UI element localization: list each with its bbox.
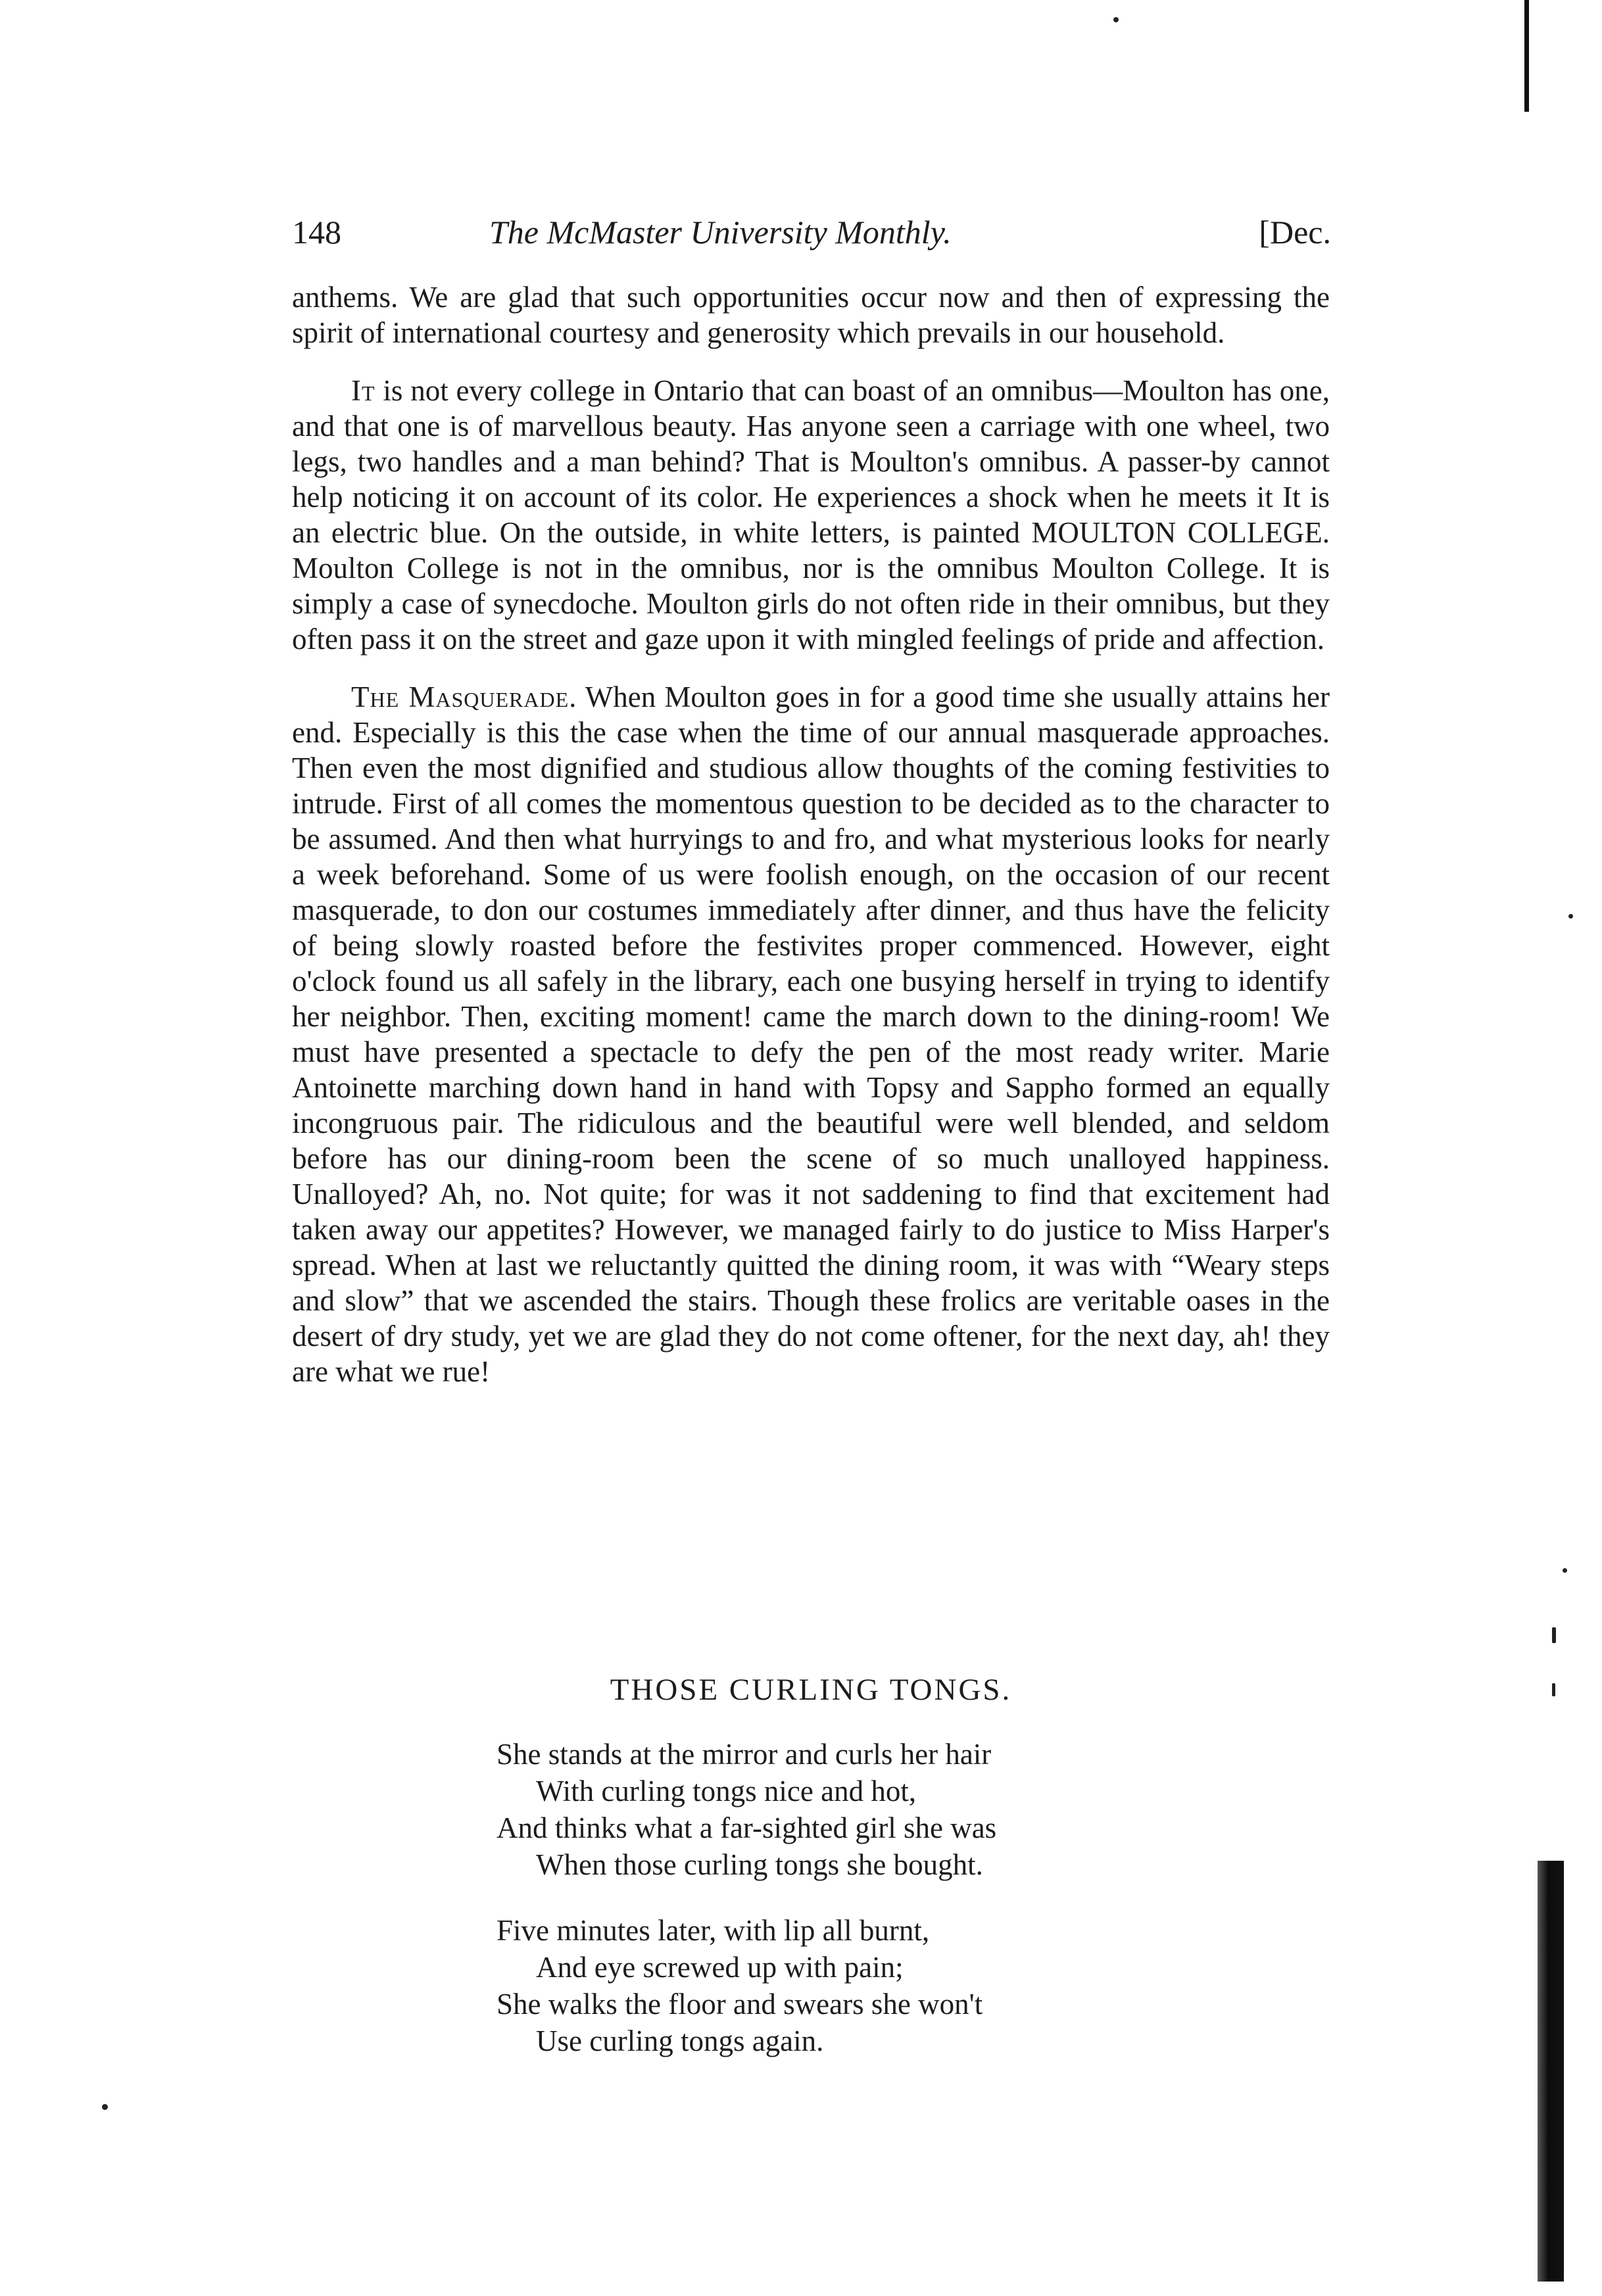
paragraph-lead: The Masquerade. bbox=[351, 681, 577, 713]
header-month: [Dec. bbox=[1259, 214, 1331, 251]
poem-line: When those curling tongs she bought. bbox=[536, 1848, 983, 1881]
scan-speck bbox=[102, 2104, 108, 2110]
scan-speck bbox=[1552, 1627, 1556, 1643]
poem-line: And thinks what a far-sighted girl she was bbox=[497, 1811, 997, 1844]
running-header bbox=[292, 209, 1331, 255]
running-title: The McMaster University Monthly. bbox=[489, 214, 952, 251]
scan-edge-shadow-right bbox=[1538, 1861, 1564, 2282]
paragraph-lead: It bbox=[351, 374, 376, 407]
paragraph-masquerade bbox=[292, 679, 1330, 1389]
scan-edge-mark-top bbox=[1524, 0, 1529, 112]
paragraph-omnibus bbox=[292, 373, 1330, 657]
poem-stanza bbox=[497, 1736, 1220, 1883]
poem-line: She stands at the mirror and curls her hair bbox=[497, 1738, 992, 1771]
poem bbox=[497, 1736, 1220, 2088]
poem-line: She walks the floor and swears she won't bbox=[497, 1988, 983, 2021]
page-number: 148 bbox=[292, 214, 341, 251]
paragraph-anthems bbox=[292, 279, 1330, 350]
poem-line: Five minutes later, with lip all burnt, bbox=[497, 1914, 930, 1947]
scan-speck bbox=[1568, 914, 1573, 919]
poem-line: With curling tongs nice and hot, bbox=[536, 1775, 917, 1807]
scan-speck bbox=[1563, 1568, 1567, 1573]
paragraph-text: When Moulton goes in for a good time she usually attains her end. Especially is this the case when the time of our annual masquerade approaches. Then even the most dignified and studious allow thoughts of the coming festivities to intrude. First of all comes the momentous question to be decided as to the character to be assumed. And then what hurryings to and fro, and what mysterious looks for nearly a week beforehand. Some of us were foolish enough, on the occasion of our recent masquerade, to don our costumes immediately after dinner, and thus have the felicity of being slowly roasted before the festivites proper commenced. However, eight o'clock found us all safely in the library, each one busying herself in trying to identify her neighbor. Then, exciting moment! came the march down to the dining-room! We must have presented a spectacle to defy the pen of the most ready writer. Marie Antoinette marching down hand in hand with Topsy and Sappho formed an equally incongruous pair. The ridiculous and the beautiful were well blended, and seldom before has our dining-room been the scene of so much unalloyed happiness. Unalloyed? Ah, no. Not quite; for was it not saddening to find that excitement had taken away our appetites? However, we managed fairly to do justice to Miss Harper's spread. When at last we reluctantly quitted the dining room, it was with “Weary steps and slow” that we ascended the stairs. Though these frolics are veritable oases in the desert of dry study, yet we are glad they do not come oftener, for the next day, ah! they are what we rue! bbox=[292, 681, 1330, 1388]
paragraph-text: is not every college in Ontario that can boast of an omnibus—Moulton has one, and that one is of marvellous beauty. Has anyone seen a carriage with one wheel, two legs, two handles and a man behind? That is Moulton's omnibus. A passer-by cannot help noticing it on account of its color. He experiences a shock when he meets it It is an electric blue. On the outside, in white letters, is painted MOULTON COLLEGE. Moulton College is not in the omnibus, nor is the omnibus Moulton College. It is simply a case of synecdoche. Moulton girls do not often ride in their omnibus, but they often pass it on the street and gaze upon it with mingled feelings of pride and affection. bbox=[292, 374, 1330, 656]
poem-line: And eye screwed up with pain; bbox=[536, 1951, 904, 1984]
article-body bbox=[292, 279, 1330, 1412]
poem-title: THOSE CURLING TONGS. bbox=[610, 1673, 1012, 1707]
scan-speck bbox=[1552, 1683, 1555, 1696]
poem-line: Use curling tongs again. bbox=[536, 2024, 824, 2057]
paragraph-text: anthems. We are glad that such opportunities occur now and then of expressing the spirit of international courtesy and generosity which prevails in our household. bbox=[292, 281, 1330, 349]
poem-stanza bbox=[497, 1912, 1220, 2059]
scan-speck bbox=[1113, 17, 1119, 22]
